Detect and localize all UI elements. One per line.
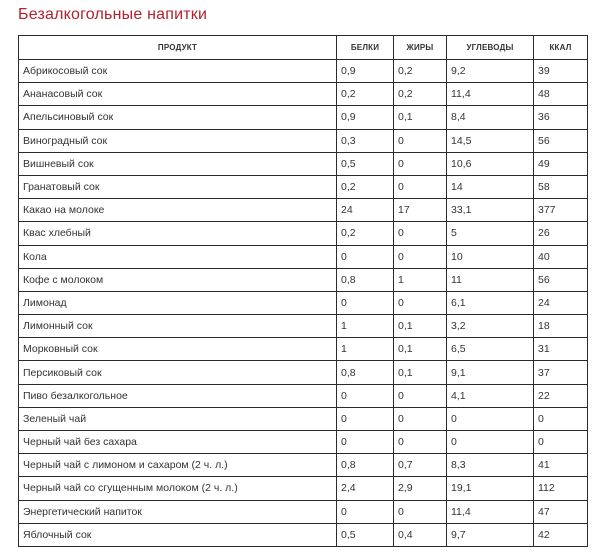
fat-cell: 0 bbox=[394, 407, 447, 430]
fat-cell: 17 bbox=[394, 199, 447, 222]
product-name-cell: Квас хлебный bbox=[19, 222, 337, 245]
kcal-cell: 18 bbox=[534, 315, 588, 338]
carbs-cell: 8,3 bbox=[447, 454, 534, 477]
product-name-cell: Энергетический напиток bbox=[19, 500, 337, 523]
column-header-product: ПРОДУКТ bbox=[19, 36, 337, 60]
product-name-cell: Гранатовый сок bbox=[19, 175, 337, 198]
fat-cell: 0 bbox=[394, 291, 447, 314]
fat-cell: 0,2 bbox=[394, 83, 447, 106]
product-name-cell: Морковный сок bbox=[19, 338, 337, 361]
table-body bbox=[19, 60, 588, 547]
kcal-cell: 36 bbox=[534, 106, 588, 129]
table-row bbox=[19, 523, 588, 546]
kcal-cell: 48 bbox=[534, 83, 588, 106]
fat-cell: 0,2 bbox=[394, 60, 447, 83]
table-row bbox=[19, 152, 588, 175]
protein-cell: 0 bbox=[337, 500, 394, 523]
table-row bbox=[19, 175, 588, 198]
column-header-carbs: УГЛЕВОДЫ bbox=[447, 36, 534, 60]
carbs-cell: 14,5 bbox=[447, 129, 534, 152]
carbs-cell: 11,4 bbox=[447, 500, 534, 523]
kcal-cell: 0 bbox=[534, 431, 588, 454]
fat-cell: 0,1 bbox=[394, 106, 447, 129]
carbs-cell: 33,1 bbox=[447, 199, 534, 222]
protein-cell: 2,4 bbox=[337, 477, 394, 500]
product-name-cell: Ананасовый сок bbox=[19, 83, 337, 106]
fat-cell: 0 bbox=[394, 245, 447, 268]
column-header-protein: БЕЛКИ bbox=[337, 36, 394, 60]
fat-cell: 0,1 bbox=[394, 338, 447, 361]
protein-cell: 0,8 bbox=[337, 361, 394, 384]
protein-cell: 0,2 bbox=[337, 175, 394, 198]
product-name-cell: Яблочный сок bbox=[19, 523, 337, 546]
carbs-cell: 0 bbox=[447, 431, 534, 454]
product-name-cell: Какао на молоке bbox=[19, 199, 337, 222]
table-row bbox=[19, 60, 588, 83]
carbs-cell: 10 bbox=[447, 245, 534, 268]
fat-cell: 0 bbox=[394, 431, 447, 454]
product-name-cell: Персиковый сок bbox=[19, 361, 337, 384]
protein-cell: 0,8 bbox=[337, 268, 394, 291]
carbs-cell: 11 bbox=[447, 268, 534, 291]
column-header-kcal: ККАЛ bbox=[534, 36, 588, 60]
table-row bbox=[19, 199, 588, 222]
carbs-cell: 9,2 bbox=[447, 60, 534, 83]
product-name-cell: Лимонный сок bbox=[19, 315, 337, 338]
kcal-cell: 42 bbox=[534, 523, 588, 546]
kcal-cell: 112 bbox=[534, 477, 588, 500]
table-row bbox=[19, 129, 588, 152]
carbs-cell: 19,1 bbox=[447, 477, 534, 500]
protein-cell: 0,5 bbox=[337, 152, 394, 175]
kcal-cell: 377 bbox=[534, 199, 588, 222]
fat-cell: 0 bbox=[394, 129, 447, 152]
kcal-cell: 0 bbox=[534, 407, 588, 430]
table-row bbox=[19, 106, 588, 129]
kcal-cell: 24 bbox=[534, 291, 588, 314]
product-name-cell: Лимонад bbox=[19, 291, 337, 314]
product-name-cell: Черный чай без сахара bbox=[19, 431, 337, 454]
carbs-cell: 14 bbox=[447, 175, 534, 198]
protein-cell: 0 bbox=[337, 431, 394, 454]
fat-cell: 1 bbox=[394, 268, 447, 291]
table-row bbox=[19, 268, 588, 291]
header-row bbox=[19, 36, 588, 60]
kcal-cell: 58 bbox=[534, 175, 588, 198]
kcal-cell: 56 bbox=[534, 268, 588, 291]
protein-cell: 0,3 bbox=[337, 129, 394, 152]
carbs-cell: 8,4 bbox=[447, 106, 534, 129]
carbs-cell: 6,5 bbox=[447, 338, 534, 361]
kcal-cell: 56 bbox=[534, 129, 588, 152]
protein-cell: 0 bbox=[337, 384, 394, 407]
product-name-cell: Черный чай с лимоном и сахаром (2 ч. л.) bbox=[19, 454, 337, 477]
kcal-cell: 31 bbox=[534, 338, 588, 361]
product-name-cell: Пиво безалкогольное bbox=[19, 384, 337, 407]
table-row bbox=[19, 407, 588, 430]
product-name-cell: Кофе с молоком bbox=[19, 268, 337, 291]
carbs-cell: 0 bbox=[447, 407, 534, 430]
fat-cell: 0,4 bbox=[394, 523, 447, 546]
table-row bbox=[19, 315, 588, 338]
table-row bbox=[19, 500, 588, 523]
fat-cell: 0 bbox=[394, 222, 447, 245]
product-name-cell: Виноградный сок bbox=[19, 129, 337, 152]
protein-cell: 0,9 bbox=[337, 106, 394, 129]
table-row bbox=[19, 454, 588, 477]
table-row bbox=[19, 338, 588, 361]
page-title: Безалкогольные напитки bbox=[18, 6, 208, 23]
table-row bbox=[19, 384, 588, 407]
protein-cell: 0,2 bbox=[337, 222, 394, 245]
carbs-cell: 9,1 bbox=[447, 361, 534, 384]
product-name-cell: Апельсиновый сок bbox=[19, 106, 337, 129]
protein-cell: 0,2 bbox=[337, 83, 394, 106]
fat-cell: 0,1 bbox=[394, 361, 447, 384]
kcal-cell: 39 bbox=[534, 60, 588, 83]
fat-cell: 0 bbox=[394, 152, 447, 175]
fat-cell: 0 bbox=[394, 175, 447, 198]
table-row bbox=[19, 245, 588, 268]
kcal-cell: 49 bbox=[534, 152, 588, 175]
protein-cell: 0 bbox=[337, 407, 394, 430]
protein-cell: 24 bbox=[337, 199, 394, 222]
table-row bbox=[19, 222, 588, 245]
kcal-cell: 40 bbox=[534, 245, 588, 268]
carbs-cell: 4,1 bbox=[447, 384, 534, 407]
kcal-cell: 26 bbox=[534, 222, 588, 245]
table-row bbox=[19, 83, 588, 106]
table-row bbox=[19, 291, 588, 314]
nutrition-table bbox=[18, 35, 588, 547]
product-name-cell: Кола bbox=[19, 245, 337, 268]
product-name-cell: Вишневый сок bbox=[19, 152, 337, 175]
product-name-cell: Зеленый чай bbox=[19, 407, 337, 430]
table-row bbox=[19, 431, 588, 454]
carbs-cell: 5 bbox=[447, 222, 534, 245]
kcal-cell: 41 bbox=[534, 454, 588, 477]
carbs-cell: 10,6 bbox=[447, 152, 534, 175]
protein-cell: 0 bbox=[337, 245, 394, 268]
protein-cell: 0 bbox=[337, 291, 394, 314]
fat-cell: 2,9 bbox=[394, 477, 447, 500]
column-header-fat: ЖИРЫ bbox=[394, 36, 447, 60]
protein-cell: 0,5 bbox=[337, 523, 394, 546]
kcal-cell: 22 bbox=[534, 384, 588, 407]
table-row bbox=[19, 477, 588, 500]
protein-cell: 0,8 bbox=[337, 454, 394, 477]
carbs-cell: 11,4 bbox=[447, 83, 534, 106]
carbs-cell: 9,7 bbox=[447, 523, 534, 546]
fat-cell: 0,1 bbox=[394, 315, 447, 338]
table-row bbox=[19, 361, 588, 384]
protein-cell: 1 bbox=[337, 315, 394, 338]
carbs-cell: 3,2 bbox=[447, 315, 534, 338]
kcal-cell: 37 bbox=[534, 361, 588, 384]
product-name-cell: Черный чай со сгущенным молоком (2 ч. л.) bbox=[19, 477, 337, 500]
fat-cell: 0 bbox=[394, 500, 447, 523]
protein-cell: 0,9 bbox=[337, 60, 394, 83]
fat-cell: 0,7 bbox=[394, 454, 447, 477]
kcal-cell: 47 bbox=[534, 500, 588, 523]
protein-cell: 1 bbox=[337, 338, 394, 361]
product-name-cell: Абрикосовый сок bbox=[19, 60, 337, 83]
fat-cell: 0 bbox=[394, 384, 447, 407]
carbs-cell: 6,1 bbox=[447, 291, 534, 314]
